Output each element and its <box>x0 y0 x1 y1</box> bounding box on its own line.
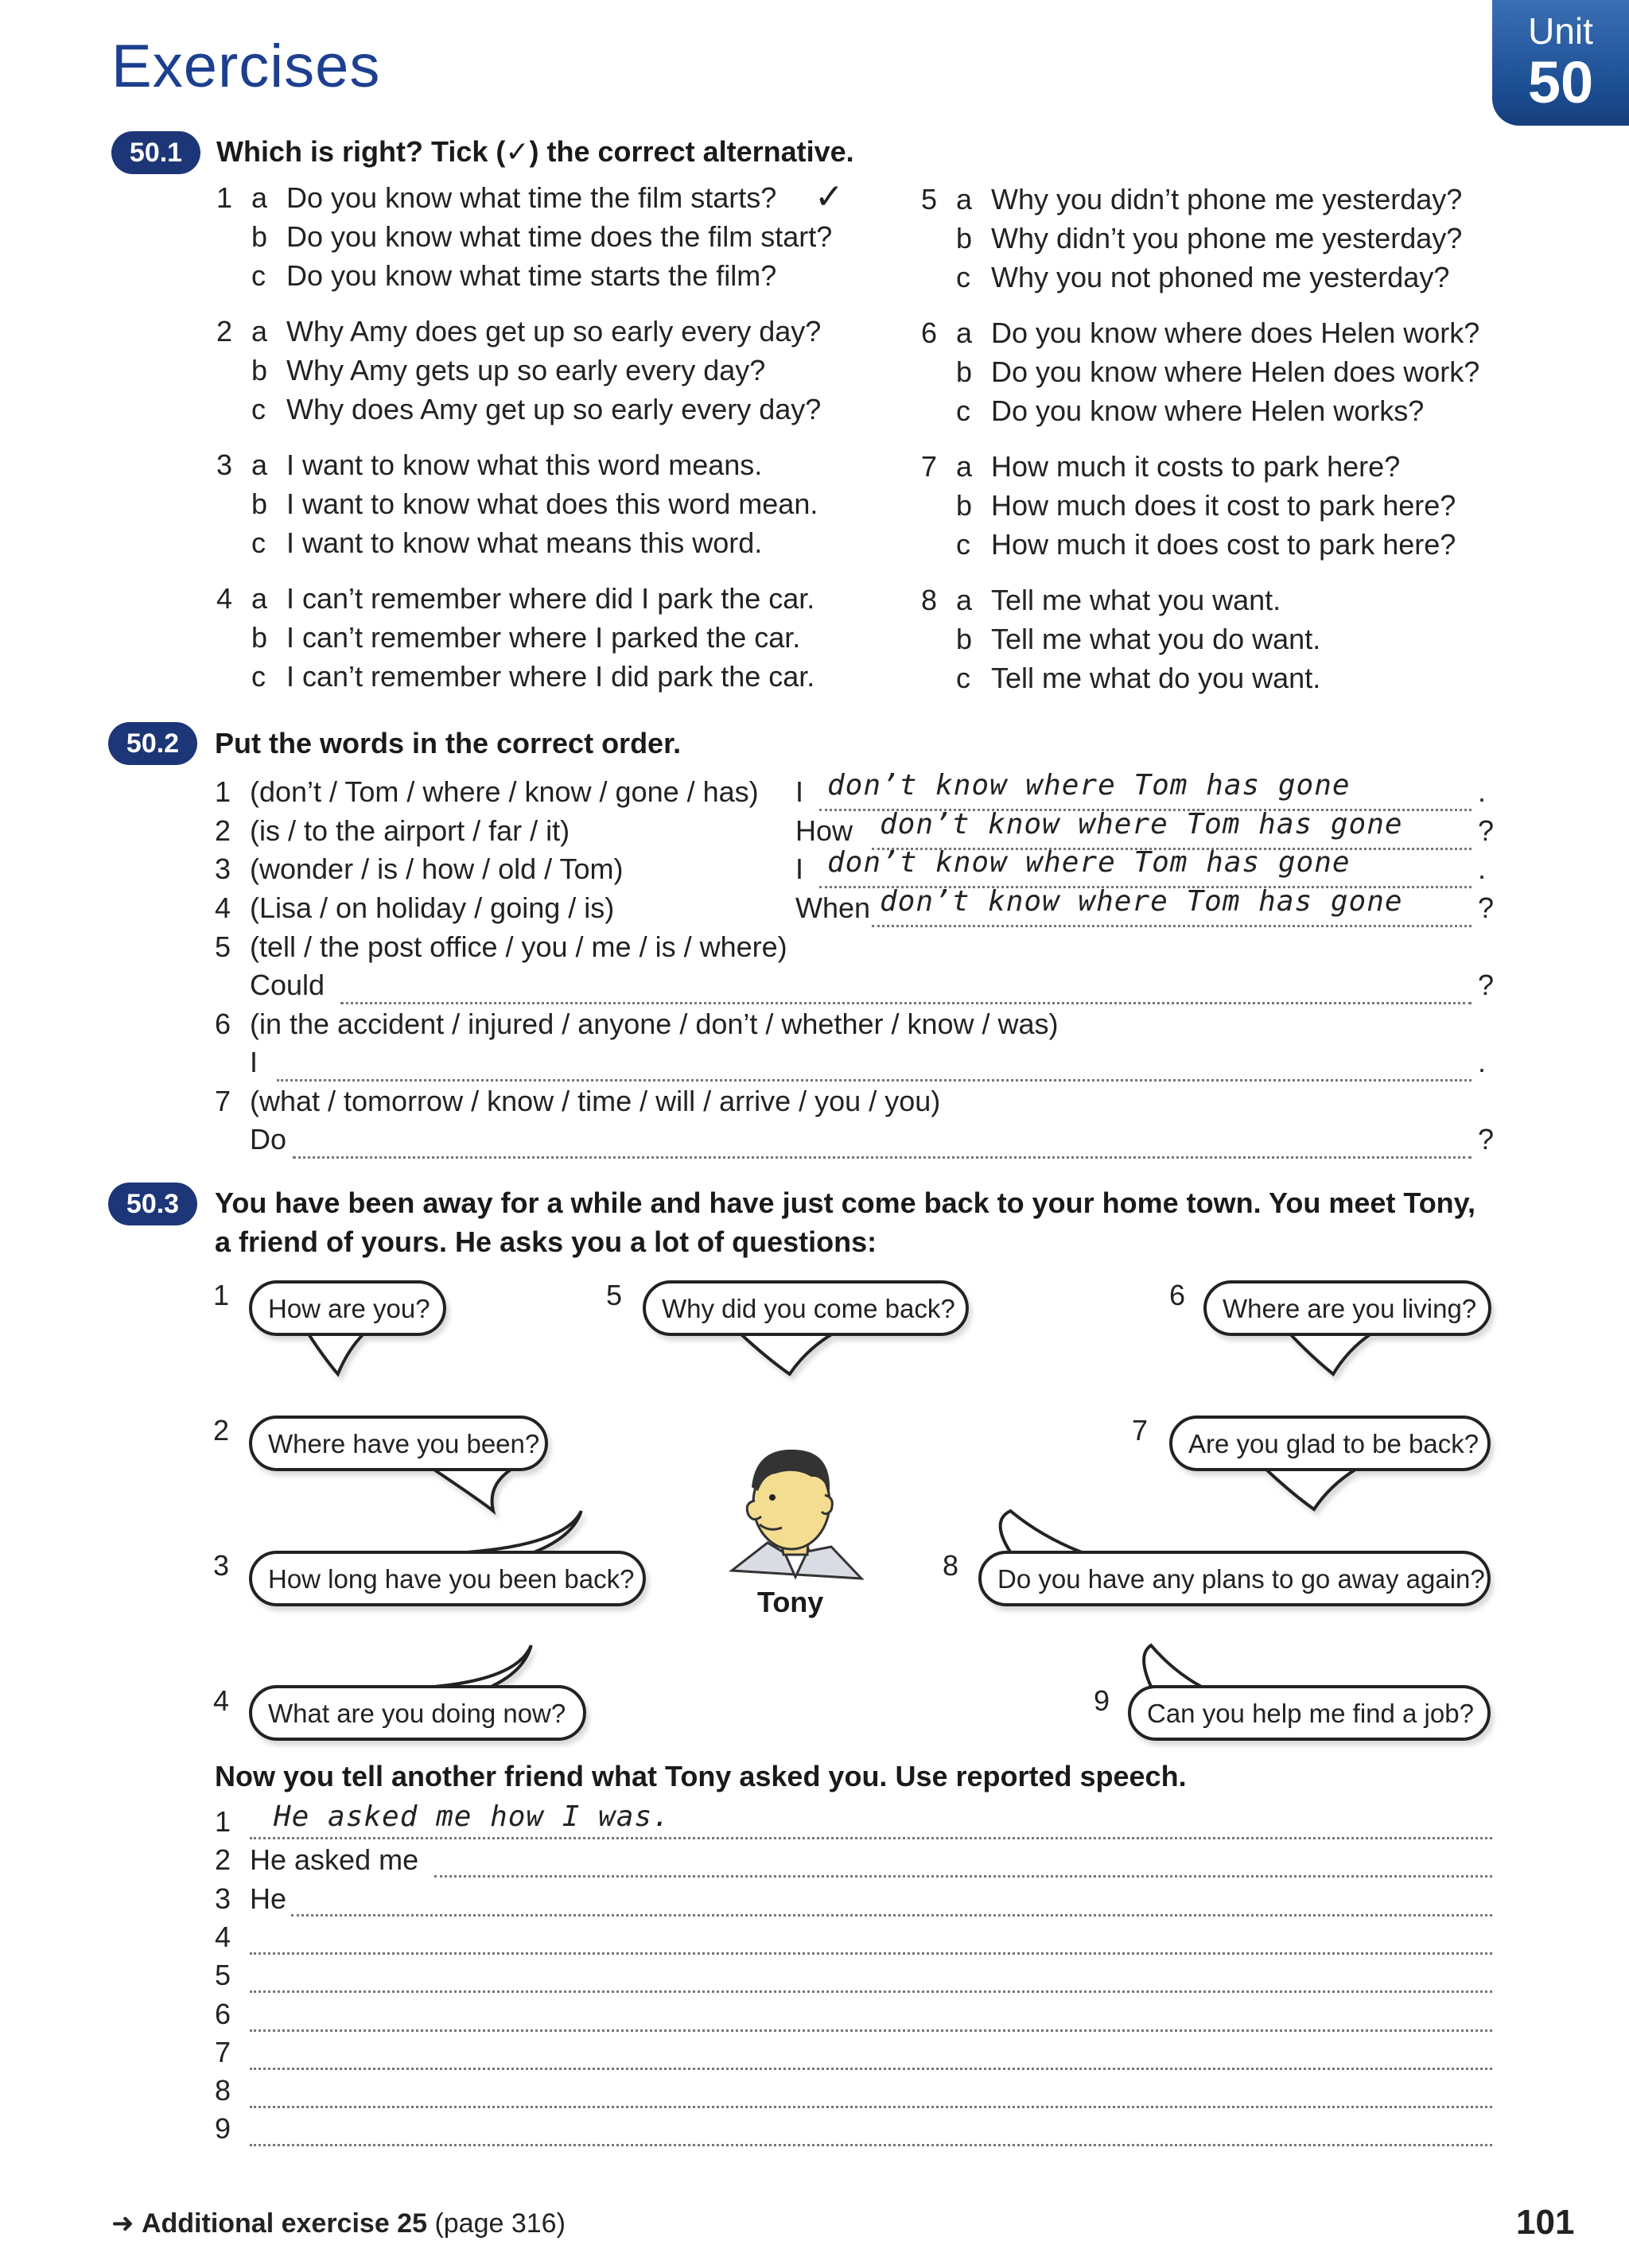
word-prompt: (Lisa / on holiday / going / is) <box>250 891 615 924</box>
sentence-end: ? <box>1478 1123 1495 1155</box>
option-letter: b <box>956 489 973 522</box>
question-number: 2 <box>216 315 233 348</box>
option-text[interactable]: How much it does cost to park here? <box>991 528 1456 561</box>
answer-line[interactable] <box>250 2144 1492 2146</box>
option-letter: a <box>251 582 268 615</box>
row-number: 1 <box>215 775 231 808</box>
exercise-instruction-50-2: Put the words in the correct order. <box>215 727 682 759</box>
word-prompt: (in the accident / injured / anyone / don’t / whether / know / was) <box>250 1008 1059 1040</box>
sentence-end: ? <box>1478 891 1495 924</box>
speech-bubble-7 <box>1171 1417 1489 1509</box>
bubble-tail <box>1144 1645 1201 1687</box>
speech-bubble-1 <box>251 1282 445 1374</box>
bubble-number: 8 <box>943 1549 959 1582</box>
answer-line[interactable] <box>250 1990 1492 1993</box>
tick-mark: ✓ <box>814 177 844 216</box>
sentence-end: ? <box>1478 814 1495 847</box>
sentence-start: Could <box>250 969 325 1001</box>
option-letter: a <box>251 315 268 348</box>
option-text[interactable]: How much it costs to park here? <box>991 450 1401 483</box>
option-text[interactable]: Why didn’t you phone me yesterday? <box>991 222 1463 254</box>
reported-speech-instruction: Now you tell another friend what Tony asked you. Use reported speech. <box>215 1760 1187 1792</box>
option-text[interactable]: I want to know what means this word. <box>286 526 763 559</box>
option-letter: a <box>956 317 973 349</box>
answer-number: 1 <box>215 1805 231 1838</box>
question-number: 6 <box>921 317 938 349</box>
bubble-text: Do you have any plans to go away again? <box>997 1564 1485 1594</box>
option-letter: c <box>956 261 970 293</box>
option-text[interactable]: Tell me what do you want. <box>991 662 1321 694</box>
word-prompt: (is / to the airport / far / it) <box>250 814 570 847</box>
sentence-end: . <box>1478 1046 1487 1078</box>
handwritten-answer[interactable]: don’t know where Tom has gone <box>880 884 1403 918</box>
option-text[interactable]: Why Amy gets up so early every day? <box>286 354 766 386</box>
bubble-tail <box>1001 1511 1082 1552</box>
word-prompt: (wonder / is / how / old / Tom) <box>250 852 624 885</box>
bubble-text: Can you help me find a job? <box>1147 1699 1474 1728</box>
character-name-tony: Tony <box>757 1586 824 1618</box>
bubble-tail <box>1290 1334 1370 1374</box>
bubble-text: Where have you been? <box>268 1429 540 1458</box>
footer-link[interactable] <box>111 2208 566 2239</box>
option-text[interactable]: Tell me what you want. <box>991 584 1281 616</box>
option-text[interactable]: Do you know what time the film starts? <box>286 181 777 214</box>
answer-number: 3 <box>215 1882 231 1915</box>
option-text[interactable]: Why Amy does get up so early every day? <box>286 315 822 348</box>
bubble-tail <box>434 1645 531 1687</box>
row-number: 5 <box>215 930 231 963</box>
word-prompt: (what / tomorrow / know / time / will / arrive / you / you) <box>250 1085 941 1117</box>
bubble-tail <box>309 1334 363 1374</box>
sentence-end: . <box>1478 775 1487 808</box>
bubble-number: 2 <box>213 1414 230 1447</box>
bubble-number: 7 <box>1132 1414 1149 1447</box>
sentence-start: Do <box>250 1123 287 1155</box>
option-text[interactable]: I can’t remember where I did park the car. <box>286 660 815 693</box>
row-number: 6 <box>215 1008 231 1040</box>
answer-line[interactable] <box>250 1952 1492 1955</box>
bubble-tail <box>1266 1470 1355 1509</box>
question-number: 5 <box>921 183 938 216</box>
unit-label: Unit <box>1528 10 1593 52</box>
bubble-text: How are you? <box>268 1294 430 1323</box>
handwritten-answer[interactable]: don’t know where Tom has gone <box>827 769 1351 802</box>
option-letter: b <box>251 487 268 520</box>
speech-bubble-9 <box>1129 1645 1489 1739</box>
bubble-tail <box>434 1470 511 1511</box>
answer-number: 6 <box>215 1997 231 2030</box>
option-letter: a <box>956 584 973 616</box>
answer-line[interactable] <box>250 2029 1492 2032</box>
row-number: 7 <box>215 1085 231 1117</box>
page-number: 101 <box>1516 2203 1575 2242</box>
option-text[interactable]: How much does it cost to park here? <box>991 489 1456 522</box>
option-letter: a <box>956 183 973 216</box>
row-number: 2 <box>215 814 231 847</box>
exercise-badge-50-1: 50.1 <box>111 131 200 174</box>
bubble-number: 1 <box>213 1279 230 1311</box>
row-number: 3 <box>215 852 231 885</box>
bubble-text: What are you doing now? <box>268 1699 566 1728</box>
answer-number: 4 <box>215 1920 231 1953</box>
option-text[interactable]: I want to know what this word means. <box>286 449 763 481</box>
handwritten-answer[interactable]: don’t know where Tom has gone <box>827 846 1351 879</box>
bubble-number: 5 <box>606 1279 623 1311</box>
answer-line[interactable] <box>250 1837 1492 1839</box>
option-text[interactable]: Tell me what you do want. <box>991 623 1321 655</box>
option-text[interactable]: Do you know what time starts the film? <box>286 259 777 292</box>
bubble-tail <box>467 1511 581 1552</box>
tony-illustration <box>732 1450 861 1579</box>
speech-bubble-5 <box>644 1282 967 1374</box>
exercise-badge-50-2: 50.2 <box>108 722 197 765</box>
option-letter: a <box>251 181 268 214</box>
option-letter: b <box>956 222 973 254</box>
handwritten-answer[interactable]: don’t know where Tom has gone <box>880 807 1403 841</box>
option-letter: c <box>251 660 266 693</box>
speech-bubble-2 <box>251 1417 546 1511</box>
answer-number: 9 <box>215 2112 231 2146</box>
page-reference: (page 316) <box>434 2208 566 2239</box>
option-letter: c <box>956 662 970 694</box>
question-number: 4 <box>216 582 233 615</box>
option-text[interactable]: Do you know what time does the film start? <box>286 220 833 253</box>
bubble-tail <box>741 1334 832 1374</box>
speech-bubble-6 <box>1205 1282 1490 1374</box>
bubble-text: Where are you living? <box>1223 1294 1477 1323</box>
option-letter: b <box>956 355 973 388</box>
option-text[interactable]: Why you not phoned me yesterday? <box>991 261 1450 293</box>
sentence-start: I <box>795 852 804 885</box>
bubble-number: 4 <box>213 1684 230 1717</box>
answer-line[interactable] <box>434 1875 1492 1878</box>
page-title: Exercises <box>111 33 381 100</box>
answer-start: He <box>250 1882 287 1915</box>
bubble-number: 6 <box>1169 1279 1186 1311</box>
answer-start: He asked me <box>250 1843 419 1877</box>
option-text[interactable]: I can’t remember where I parked the car. <box>286 621 801 654</box>
answer-number: 5 <box>215 1959 231 1992</box>
option-letter: c <box>251 526 266 559</box>
sentence-end: ? <box>1478 969 1495 1001</box>
bubble-number: 9 <box>1094 1684 1110 1717</box>
option-letter: a <box>251 449 268 481</box>
bubble-text: How long have you been back? <box>268 1564 635 1594</box>
option-letter: a <box>956 450 973 483</box>
option-letter: b <box>251 621 268 654</box>
sentence-start: When <box>795 891 871 924</box>
option-letter: b <box>251 220 268 253</box>
word-prompt: (tell / the post office / you / me / is / where) <box>250 930 787 963</box>
option-text[interactable]: I can’t remember where did I park the car. <box>286 582 815 615</box>
option-text[interactable]: I want to know what does this word mean. <box>286 487 818 520</box>
answer-number: 7 <box>215 2035 231 2068</box>
option-letter: b <box>251 354 268 386</box>
question-number: 1 <box>216 181 233 214</box>
sentence-start: How <box>795 814 853 847</box>
handwritten-answer[interactable]: He asked me how I was. <box>274 1800 671 1833</box>
bubble-text: Why did you come back? <box>662 1294 955 1323</box>
word-prompt: (don’t / Tom / where / know / gone / has) <box>250 775 759 808</box>
bubble-text: Are you glad to be back? <box>1188 1429 1479 1458</box>
sentence-start: I <box>795 775 804 808</box>
option-letter: c <box>251 259 266 292</box>
option-text[interactable]: Do you know where Helen works? <box>991 394 1425 427</box>
answer-number: 8 <box>215 2074 231 2107</box>
speech-bubble-8 <box>980 1511 1489 1605</box>
option-letter: c <box>956 528 970 561</box>
speech-bubble-4 <box>251 1645 585 1739</box>
question-number: 3 <box>216 449 233 481</box>
option-letter: c <box>956 394 970 427</box>
sentence-start: I <box>250 1046 259 1078</box>
row-number: 4 <box>215 891 231 924</box>
option-text[interactable]: Why you didn’t phone me yesterday? <box>991 183 1463 216</box>
speech-bubble-3 <box>251 1511 644 1605</box>
exercise-badge-50-3: 50.3 <box>108 1183 197 1225</box>
bubble-number: 3 <box>213 1549 230 1582</box>
exercise-instruction-50-3-line2: a friend of yours. He asks you a lot of questions: <box>215 1225 877 1258</box>
answer-number: 2 <box>215 1843 231 1877</box>
arrow-icon: ➜ <box>111 2208 134 2239</box>
option-text[interactable]: Do you know where Helen does work? <box>991 355 1480 388</box>
exercise-instruction-50-1: Which is right? Tick (✓) the correct alternative. <box>216 135 854 168</box>
exercise-instruction-50-3-line1: You have been away for a while and have just come back to your home town. You meet Tony, <box>215 1186 1476 1219</box>
sentence-end: . <box>1478 852 1487 885</box>
option-text[interactable]: Do you know where does Helen work? <box>991 317 1480 349</box>
answer-line[interactable] <box>291 1914 1492 1917</box>
option-letter: c <box>251 393 266 425</box>
question-number: 7 <box>921 450 938 483</box>
answer-line[interactable] <box>250 2068 1492 2070</box>
answer-line[interactable] <box>250 2106 1492 2108</box>
question-number: 8 <box>921 584 938 616</box>
option-text[interactable]: Why does Amy get up so early every day? <box>286 393 822 425</box>
additional-exercise-link[interactable]: Additional exercise 25 <box>141 2208 427 2239</box>
unit-number: 50 <box>1527 49 1594 115</box>
option-letter: b <box>956 623 973 655</box>
